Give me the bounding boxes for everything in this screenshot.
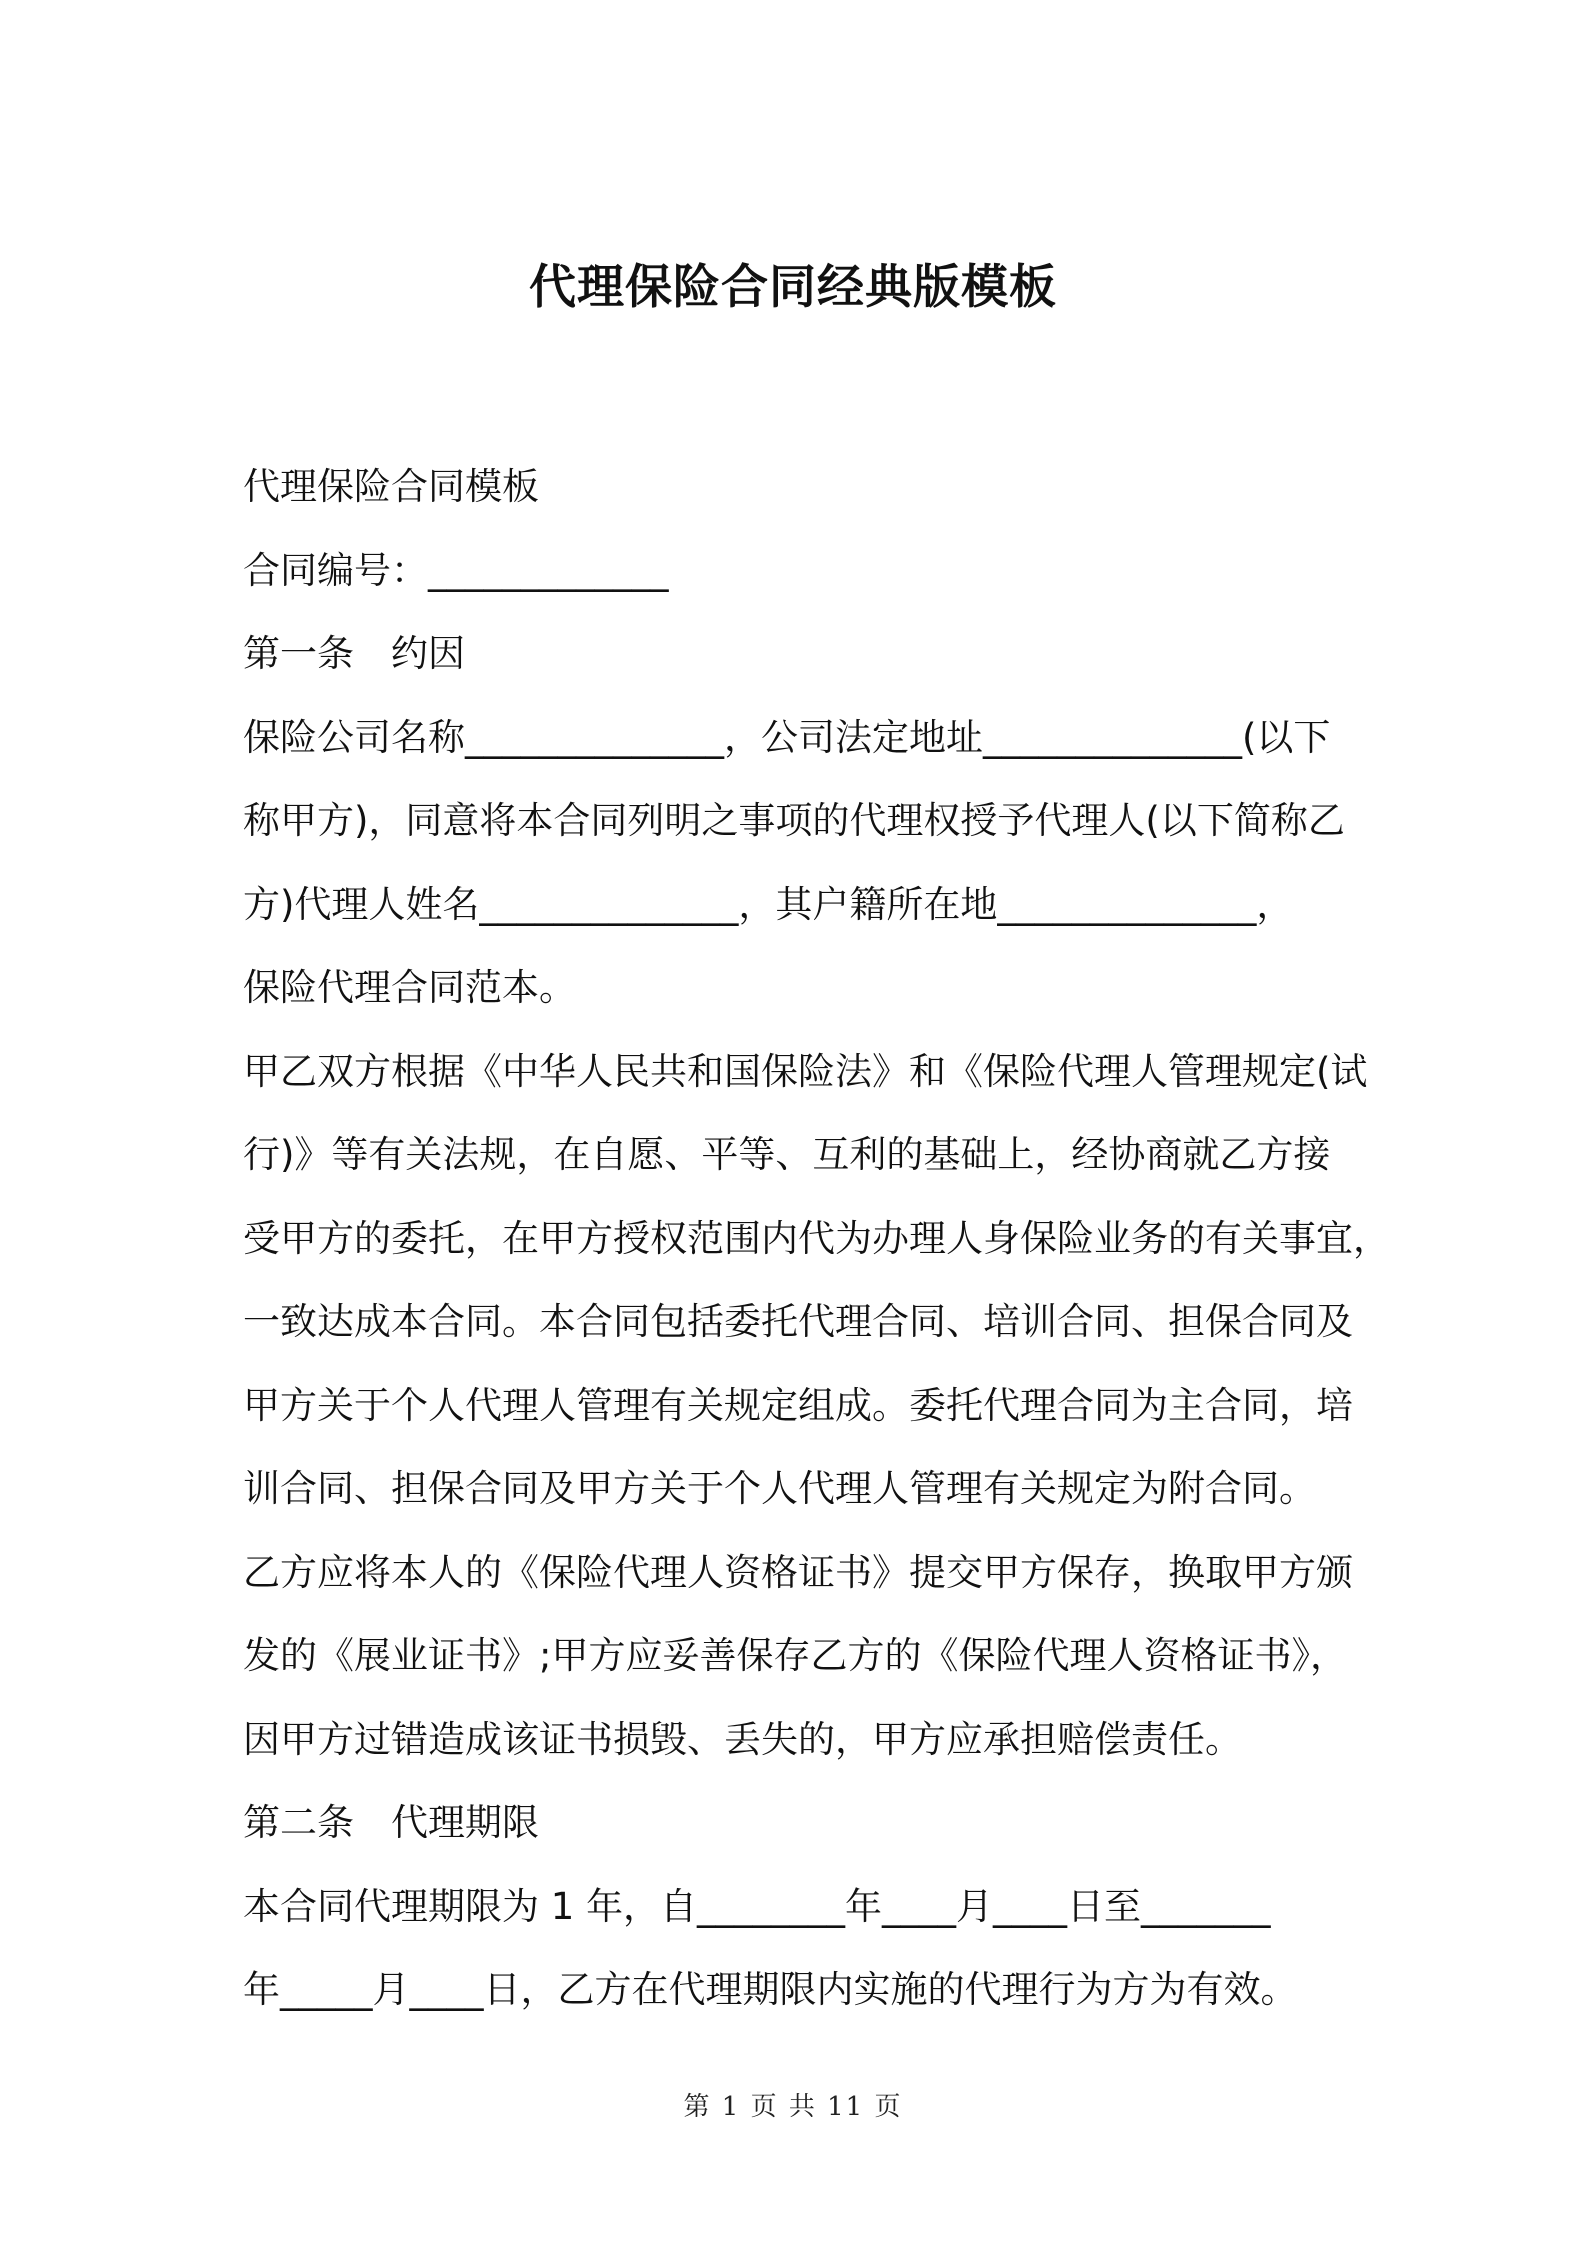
paragraph-line: 因甲方过错造成该证书损毁、丢失的，甲方应承担赔偿责任。	[243, 1717, 1242, 1761]
paragraph-line: 训合同、担保合同及甲方关于个人代理人管理有关规定为附合同。	[243, 1467, 1316, 1510]
paragraph-line: 甲方关于个人代理人管理有关规定组成。委托代理合同为主合同，培	[243, 1383, 1353, 1427]
paragraph-line: 乙方应将本人的《保险代理人资格证书》提交甲方保存，换取甲方颁	[243, 1550, 1353, 1594]
article-1-heading: 第一条 约因	[243, 632, 465, 675]
paragraph-line: 本合同代理期限为 1 年，自________年____月____日至_______	[243, 1884, 1271, 1928]
paragraph-line: 保险公司名称______________，公司法定地址______________(以下	[243, 715, 1331, 759]
document-body	[243, 445, 1390, 2032]
document-title: 代理保险合同经典版模板	[529, 260, 1057, 315]
page-number-footer: 第 1 页 共 11 页	[683, 2092, 903, 2122]
paragraph-line: 方)代理人姓名______________，其户籍所在地______________，	[243, 882, 1294, 926]
paragraph-line: 年_____月____日，乙方在代理期限内实施的代理行为方为有效。	[243, 1968, 1298, 2011]
subtitle: 代理保险合同模板	[243, 465, 539, 508]
paragraph-line: 受甲方的委托，在甲方授权范围内代为办理人身保险业务的有关事宜，	[243, 1216, 1390, 1260]
paragraph-line: 行)》等有关法规，在自愿、平等、互利的基础上，经协商就乙方接	[243, 1133, 1331, 1176]
article-2-heading: 第二条 代理期限	[243, 1801, 539, 1844]
paragraph-line: 一致达成本合同。本合同包括委托代理合同、培训合同、担保合同及	[243, 1300, 1353, 1343]
paragraph-line: 发的《展业证书》;甲方应妥善保存乙方的《保险代理人资格证书》，	[243, 1634, 1347, 1677]
paragraph-line: 保险代理合同范本。	[243, 966, 576, 1009]
paragraph-line: 甲乙双方根据《中华人民共和国保险法》和《保险代理人管理规定(试	[243, 1049, 1368, 1093]
paragraph-line: 称甲方)，同意将本合同列明之事项的代理权授予代理人(以下简称乙	[243, 799, 1345, 842]
contract-number: 合同编号：_____________	[243, 548, 669, 592]
